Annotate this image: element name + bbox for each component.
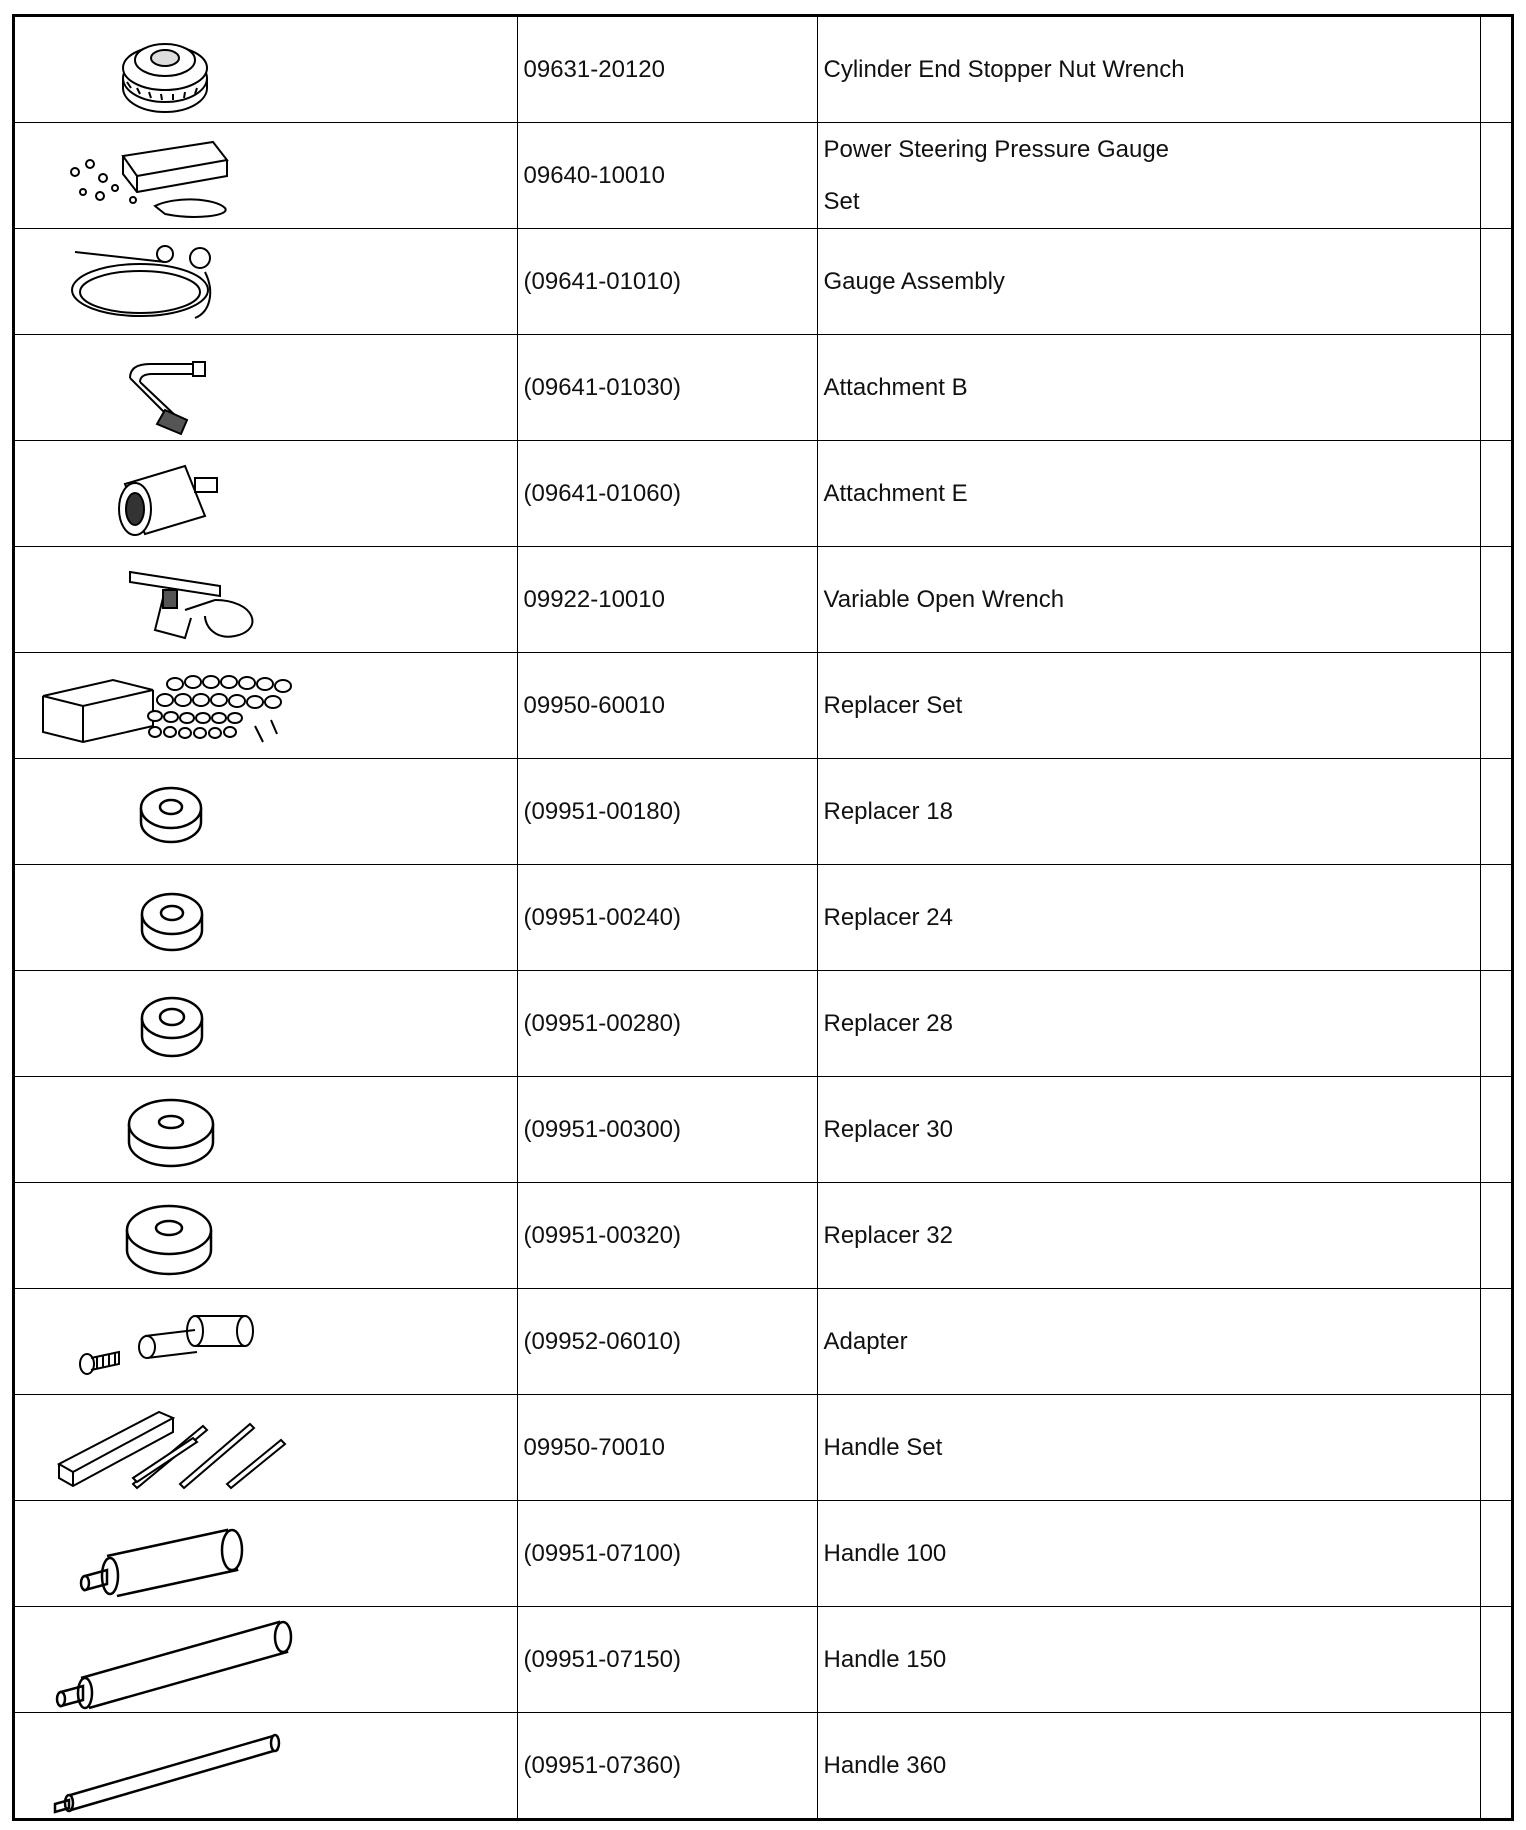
blank-cell: [1480, 229, 1511, 335]
table-row: [15, 1183, 1511, 1289]
tool-illustration-cell: [15, 17, 517, 123]
replacer-32-icon: [15, 1186, 515, 1286]
part-number: 09631-20120: [517, 17, 817, 123]
part-number: (09951-00240): [517, 865, 817, 971]
tool-illustration-cell: [15, 123, 517, 229]
part-number: 09640-10010: [517, 123, 817, 229]
tool-illustration-cell: [15, 865, 517, 971]
table-row: [15, 971, 1511, 1077]
tool-name: Replacer 32: [817, 1183, 1480, 1289]
blank-cell: [1480, 971, 1511, 1077]
tool-name: Replacer 28: [817, 971, 1480, 1077]
tool-name: [817, 123, 1480, 229]
table-row: [15, 1395, 1511, 1501]
sst-table-sheet: [12, 14, 1514, 1821]
tool-illustration-cell: [15, 971, 517, 1077]
handle-150-icon: [15, 1610, 515, 1710]
replacer-set-icon: [15, 656, 515, 756]
handle-set-icon: [15, 1398, 515, 1498]
blank-cell: [1480, 441, 1511, 547]
blank-cell: [1480, 1713, 1511, 1819]
part-number: (09641-01030): [517, 335, 817, 441]
tool-illustration-cell: [15, 1289, 517, 1395]
blank-cell: [1480, 759, 1511, 865]
adapter-icon: [15, 1292, 515, 1392]
tool-illustration-cell: [15, 759, 517, 865]
part-number: (09951-07150): [517, 1607, 817, 1713]
table-row: [15, 17, 1511, 123]
part-number: (09641-01060): [517, 441, 817, 547]
blank-cell: [1480, 547, 1511, 653]
replacer-28-icon: [15, 974, 515, 1074]
part-number: (09952-06010): [517, 1289, 817, 1395]
blank-cell: [1480, 1289, 1511, 1395]
part-number: (09951-07100): [517, 1501, 817, 1607]
variable-open-wrench-icon: [15, 550, 515, 650]
tool-name: Cylinder End Stopper Nut Wrench: [817, 17, 1480, 123]
attachment-e-icon: [15, 444, 515, 544]
replacer-18-icon: [15, 762, 515, 862]
blank-cell: [1480, 1077, 1511, 1183]
tool-illustration-cell: [15, 653, 517, 759]
table-row: [15, 1289, 1511, 1395]
tool-name: Attachment E: [817, 441, 1480, 547]
special-service-tools-table: [15, 17, 1511, 1818]
table-row: [15, 547, 1511, 653]
stopper-nut-wrench-icon: [15, 20, 515, 120]
blank-cell: [1480, 1183, 1511, 1289]
attachment-b-icon: [15, 338, 515, 438]
replacer-30-icon: [15, 1080, 515, 1180]
tool-illustration-cell: [15, 1395, 517, 1501]
handle-100-icon: [15, 1504, 515, 1604]
table-row: [15, 1607, 1511, 1713]
part-number: (09641-01010): [517, 229, 817, 335]
table-row: [15, 1501, 1511, 1607]
tool-name: Replacer 24: [817, 865, 1480, 971]
blank-cell: [1480, 335, 1511, 441]
pressure-gauge-set-icon: [15, 126, 515, 226]
blank-cell: [1480, 653, 1511, 759]
tool-name: Gauge Assembly: [817, 229, 1480, 335]
tool-illustration-cell: [15, 547, 517, 653]
tool-illustration-cell: [15, 1077, 517, 1183]
blank-cell: [1480, 865, 1511, 971]
part-number: (09951-07360): [517, 1713, 817, 1819]
blank-cell: [1480, 1501, 1511, 1607]
tool-illustration-cell: [15, 1607, 517, 1713]
blank-cell: [1480, 17, 1511, 123]
tool-name-line-1: Power Steering Pressure Gauge: [823, 135, 1170, 163]
table-row: [15, 865, 1511, 971]
tool-name: Handle 100: [817, 1501, 1480, 1607]
blank-cell: [1480, 1607, 1511, 1713]
handle-360-icon: [15, 1716, 515, 1816]
tool-name: Attachment B: [817, 335, 1480, 441]
blank-cell: [1480, 1395, 1511, 1501]
replacer-24-icon: [15, 868, 515, 968]
blank-cell: [1480, 123, 1511, 229]
table-row: [15, 653, 1511, 759]
tool-name: Replacer 18: [817, 759, 1480, 865]
table-row: [15, 123, 1511, 229]
tool-illustration-cell: [15, 229, 517, 335]
tool-name: Handle 150: [817, 1607, 1480, 1713]
table-row: [15, 1713, 1511, 1819]
tool-illustration-cell: [15, 1501, 517, 1607]
table-row: [15, 441, 1511, 547]
part-number: (09951-00180): [517, 759, 817, 865]
tool-name: Replacer Set: [817, 653, 1480, 759]
part-number: 09950-70010: [517, 1395, 817, 1501]
tool-name: Handle 360: [817, 1713, 1480, 1819]
tool-name-line-2: Set: [823, 187, 860, 215]
tool-illustration-cell: [15, 335, 517, 441]
table-row: [15, 229, 1511, 335]
table-row: [15, 759, 1511, 865]
tool-illustration-cell: [15, 1713, 517, 1819]
tool-name: Handle Set: [817, 1395, 1480, 1501]
gauge-assembly-icon: [15, 232, 515, 332]
part-number: 09950-60010: [517, 653, 817, 759]
part-number: 09922-10010: [517, 547, 817, 653]
table-row: [15, 1077, 1511, 1183]
tool-name: Variable Open Wrench: [817, 547, 1480, 653]
table-row: [15, 335, 1511, 441]
tool-illustration-cell: [15, 1183, 517, 1289]
tool-name: Replacer 30: [817, 1077, 1480, 1183]
part-number: (09951-00280): [517, 971, 817, 1077]
part-number: (09951-00300): [517, 1077, 817, 1183]
part-number: (09951-00320): [517, 1183, 817, 1289]
tool-illustration-cell: [15, 441, 517, 547]
tool-name: Adapter: [817, 1289, 1480, 1395]
